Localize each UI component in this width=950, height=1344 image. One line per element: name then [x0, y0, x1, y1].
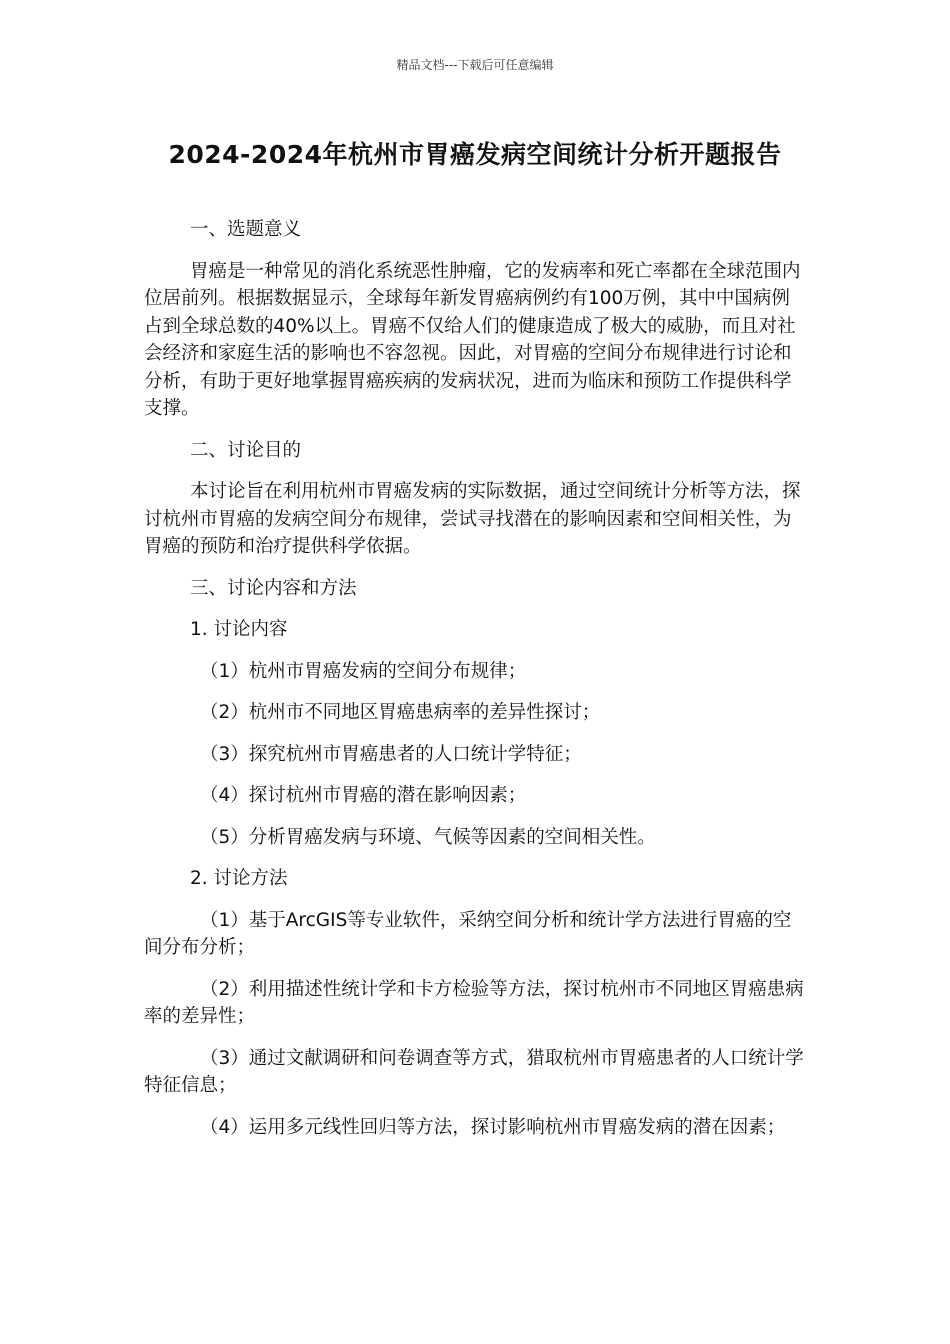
method-item: （3）通过文献调研和问卷调查等方式，猎取杭州市胃癌患者的人口统计学特征信息； — [144, 1047, 804, 1096]
content-item: （4）探讨杭州市胃癌的潜在影响因素； — [200, 785, 527, 806]
section-heading-significance: 一、选题意义 — [190, 219, 302, 240]
method-item: （4）运用多元线性回归等方法，探讨影响杭州市胃癌发病的潜在因素； — [200, 1116, 786, 1138]
paragraph-purpose: 本讨论旨在利用杭州市胃癌发病的实际数据，通过空间统计分析等方法，探讨杭州市胃癌的发病空间分布规律，尝试寻找潜在的影响因素和空间相关性，为胃癌的预防和治疗提供科学依据。 — [144, 481, 801, 557]
paragraph-significance: 胃癌是一种常见的消化系统恶性肿瘤，它的发病率和死亡率都在全球范围内位居前列。根据数据显示，全球每年新发胃癌病例约有100万例，其中中国病例占到全球总数的40%以上。胃癌不仅给人们的健康造成了极大的威胁，而且对社会经济和家庭生活的影响也不容忽视。因此，对胃癌的空间分布规律进行讨论和分析，有助于更好地掌握胃癌疾病的发病状况，进而为临床和预防工作提供科学支撑。 — [144, 260, 801, 419]
subheading-content: 1. 讨论内容 — [190, 619, 288, 640]
content-item: （3）探究杭州市胃癌患者的人口统计学特征； — [200, 743, 582, 765]
subheading-methods: 2. 讨论方法 — [190, 868, 288, 889]
content-item: （5）分析胃癌发病与环境、气候等因素的空间相关性。 — [200, 826, 656, 848]
method-item: （1）基于ArcGIS等专业软件，采纳空间分析和统计学方法进行胃癌的空间分布分析； — [144, 909, 792, 958]
document-title: 2024-2024年杭州市胃癌发病空间统计分析开题报告 — [168, 140, 782, 169]
section-heading-content-methods: 三、讨论内容和方法 — [190, 577, 357, 599]
header-note: 精品文档---下载后可任意编辑 — [396, 58, 554, 72]
content-item: （1）杭州市胃癌发病的空间分布规律； — [200, 660, 527, 682]
document-body — [144, 216, 806, 1155]
section-heading-purpose: 二、讨论目的 — [190, 439, 302, 461]
content-item: （2）杭州市不同地区胃癌患病率的差异性探讨； — [200, 702, 601, 723]
method-item: （2）利用描述性统计学和卡方检验等方法，探讨杭州市不同地区胃癌患病率的差异性； — [144, 978, 804, 1027]
